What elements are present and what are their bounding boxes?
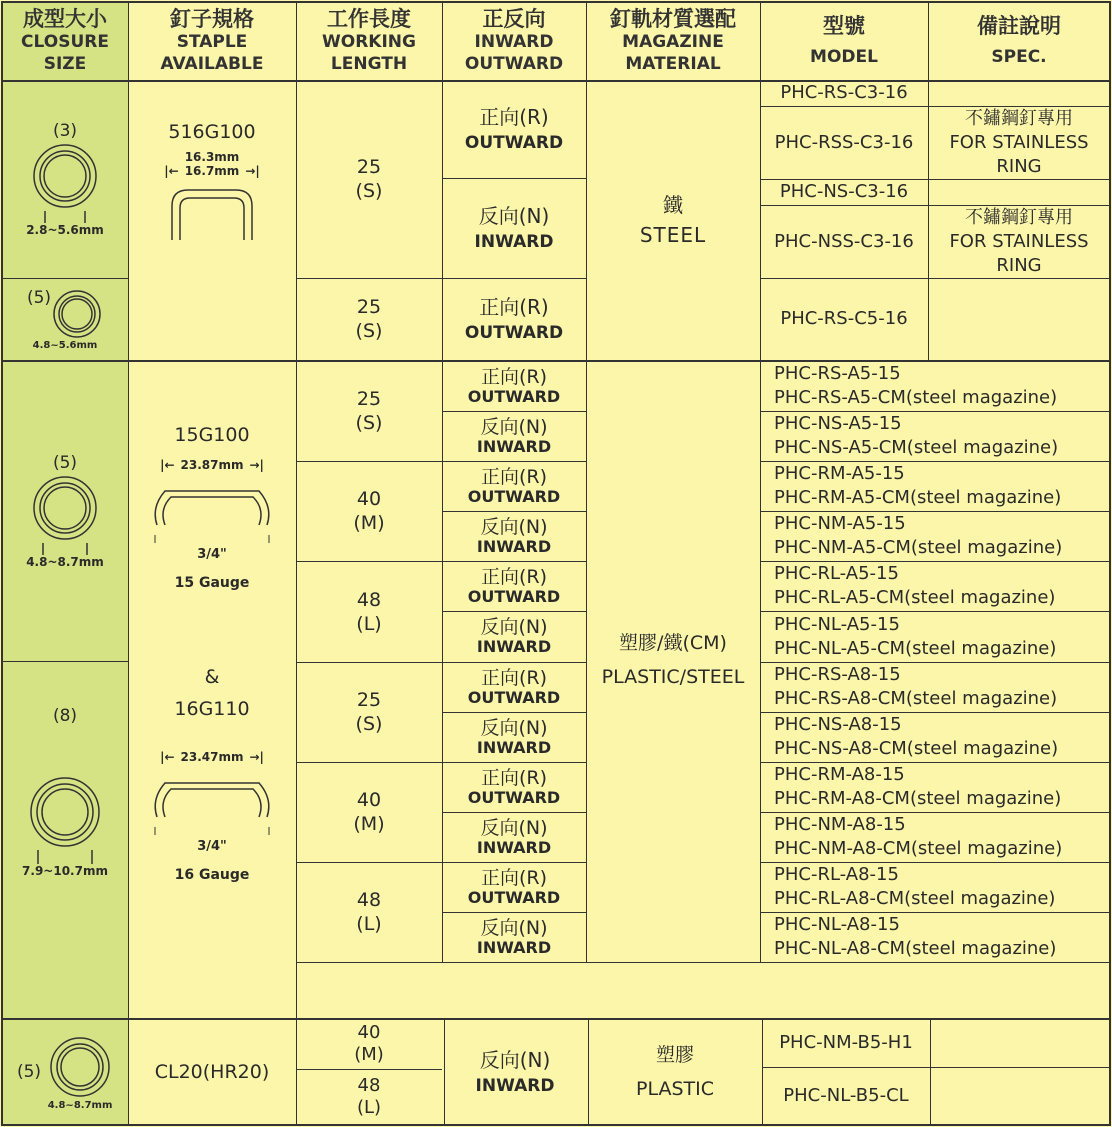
staple-15G100-16G110 <box>128 361 296 1019</box>
grid-line <box>442 611 586 612</box>
dim-arrow-left-icon: |← <box>164 164 179 178</box>
closure-ring-icon <box>51 288 103 340</box>
length-code: (M) <box>353 813 385 835</box>
direction-cn: 反向(N) <box>480 916 548 939</box>
model-cell <box>760 80 928 106</box>
direction-en: INWARD <box>476 536 552 556</box>
grid-line <box>442 561 586 562</box>
grid-line <box>586 1 587 963</box>
closure-range: 4.8~8.7mm <box>26 555 104 569</box>
magazine-en: PLASTIC <box>635 1078 714 1100</box>
dim-arrow-left-icon: |← <box>160 750 175 764</box>
model-name-cm: PHC-NS-A5-CM(steel magazine) <box>774 437 1059 458</box>
closure-cell-5b <box>2 361 128 661</box>
model-cell <box>760 561 1110 611</box>
staple-gauge: 15 Gauge <box>174 575 250 591</box>
model-name-cm: PHC-RM-A5-CM(steel magazine) <box>774 487 1062 508</box>
length-value: 25 <box>356 689 382 711</box>
model-name-cm: PHC-NS-A8-CM(steel magazine) <box>774 738 1059 759</box>
length-value: 40 <box>356 488 382 510</box>
direction-header-en2: OUTWARD <box>464 54 564 74</box>
grid-line <box>1 360 1111 362</box>
table-border <box>1109 1 1111 1126</box>
direction-cn: 反向(N) <box>480 716 548 739</box>
model-cell <box>760 762 1110 812</box>
direction-cell <box>442 912 586 962</box>
model-name-cm: PHC-RS-A5-CM(steel magazine) <box>774 387 1058 408</box>
model-name: PHC-RM-A5-15 <box>774 463 905 484</box>
spec-en2: RING <box>996 254 1042 276</box>
closure-header-cn: 成型大小 <box>23 7 107 31</box>
grid-line <box>760 205 1110 206</box>
length-code: (S) <box>355 412 383 434</box>
grid-line <box>1 80 1111 82</box>
dim-arrow-right-icon: →| <box>249 458 264 472</box>
staple-name: 516G100 <box>168 121 256 143</box>
staple-header-cn: 釘子規格 <box>170 7 254 31</box>
direction-cell <box>442 80 586 178</box>
direction-en: INWARD <box>476 436 552 456</box>
model-name-cm: PHC-RL-A8-CM(steel magazine) <box>774 888 1056 909</box>
grid-line <box>762 1019 763 1125</box>
length-value: 40 <box>357 1022 381 1043</box>
model-name: PHC-RL-A5-15 <box>774 563 899 584</box>
model-name: PHC-RS-A8-15 <box>774 664 901 685</box>
direction-en: OUTWARD <box>467 787 561 807</box>
grid-line <box>760 662 1110 663</box>
direction-cell <box>442 178 586 278</box>
direction-cell <box>442 662 586 712</box>
grid-line <box>760 106 1110 107</box>
direction-cn: 正向(R) <box>480 866 548 889</box>
model-name-cm: PHC-RM-A8-CM(steel magazine) <box>774 788 1062 809</box>
working-header-en2: LENGTH <box>330 54 408 74</box>
model-cell <box>760 912 1110 962</box>
direction-en: OUTWARD <box>467 486 561 506</box>
direction-header-en1: INWARD <box>474 32 554 52</box>
staple-shape-icon <box>147 477 277 543</box>
grid-line <box>588 1019 589 1125</box>
grid-line <box>760 611 1110 612</box>
model-header-cn: 型號 <box>823 14 865 38</box>
staple-dim: 23.47mm <box>180 750 244 764</box>
direction-cn: 反向(N) <box>478 203 550 228</box>
model-name: PHC-NS-A8-15 <box>774 714 902 735</box>
direction-cn: 正向(R) <box>480 565 548 588</box>
closure-range: 4.8~8.7mm <box>47 1099 113 1111</box>
spec-cell <box>928 106 1110 179</box>
length-cell <box>296 561 442 662</box>
closure-number: (5) <box>26 287 52 308</box>
dim-arrow-right-icon: →| <box>245 164 260 178</box>
dimension-mark-icon <box>35 211 95 223</box>
grid-line <box>928 1 929 361</box>
direction-cn: 反向(N) <box>480 415 548 438</box>
grid-line <box>760 179 1110 180</box>
length-value: 48 <box>356 889 382 911</box>
table-border <box>1 1 1111 3</box>
closure-cell-5a <box>2 278 128 360</box>
spec-header <box>928 2 1110 80</box>
direction-cell <box>442 411 586 461</box>
closure-number: (5) <box>16 1062 42 1082</box>
length-cell <box>296 862 442 962</box>
grid-line <box>442 1 443 963</box>
grid-line <box>442 411 586 412</box>
direction-cell <box>442 812 586 862</box>
model-name: PHC-RS-C3-16 <box>780 82 908 103</box>
length-code: (S) <box>355 180 383 202</box>
grid-line <box>442 178 586 179</box>
staple-name: CL20(HR20) <box>154 1061 270 1083</box>
dim-arrow-right-icon: →| <box>249 750 264 764</box>
direction-cn: 正向(R) <box>479 104 549 129</box>
model-name: PHC-RL-A8-15 <box>774 864 899 885</box>
length-code: (L) <box>356 913 382 935</box>
grid-line <box>442 812 586 813</box>
model-cell <box>760 411 1110 461</box>
closure-header <box>2 2 128 80</box>
closure-range: 2.8~5.6mm <box>26 223 104 237</box>
magazine-cn: 塑膠/鐵(CM) <box>619 632 727 654</box>
grid-line <box>760 712 1110 713</box>
model-cell <box>760 712 1110 762</box>
direction-header-cn: 正反向 <box>482 7 546 31</box>
magazine-cn: 鐵 <box>663 193 683 217</box>
length-cell <box>296 1069 442 1125</box>
model-cell <box>760 106 928 179</box>
model-name: PHC-NL-A8-15 <box>774 914 900 935</box>
closure-cell-5c <box>2 1019 128 1125</box>
length-value: 25 <box>356 388 382 410</box>
grid-line <box>296 762 442 763</box>
closure-ring-icon <box>30 473 100 543</box>
direction-cell <box>442 278 586 360</box>
grid-line <box>760 561 1110 562</box>
model-name: PHC-NL-B5-CL <box>783 1085 909 1106</box>
staple-header-en2: AVAILABLE <box>160 54 264 74</box>
model-name: PHC-NSS-C3-16 <box>774 230 914 252</box>
magazine-plastic-steel <box>586 361 760 962</box>
spec-cn: 不鏽鋼釘專用 <box>965 206 1073 228</box>
direction-cn: 正向(R) <box>480 666 548 689</box>
model-name: PHC-NM-A5-15 <box>774 513 906 534</box>
length-cell <box>296 80 442 278</box>
model-cell <box>760 812 1110 862</box>
grid-line <box>296 1 297 1126</box>
dim-arrow-left-icon: |← <box>160 458 175 472</box>
magazine-header-en1: MAGAZINE <box>622 32 724 52</box>
grid-line <box>442 662 586 663</box>
direction-cn: 正向(R) <box>479 294 549 319</box>
direction-en: INWARD <box>476 837 552 857</box>
direction-cell <box>442 762 586 812</box>
model-cell <box>760 611 1110 662</box>
model-header-en: MODEL <box>810 47 878 67</box>
staple-size: 3/4" <box>197 547 227 562</box>
working-header-en1: WORKING <box>322 32 416 52</box>
closure-cell-3 <box>2 80 128 278</box>
length-value: 48 <box>356 588 382 611</box>
model-cell <box>760 511 1110 561</box>
grid-line <box>442 912 586 913</box>
length-cell <box>296 361 442 461</box>
model-name-cm: PHC-NM-A5-CM(steel magazine) <box>774 537 1063 558</box>
model-name: PHC-NS-C3-16 <box>779 181 909 202</box>
model-cell <box>760 205 928 278</box>
grid-line <box>296 1069 442 1070</box>
staple-shape-icon <box>147 769 277 835</box>
grid-line <box>296 278 586 279</box>
direction-cn: 反向(N) <box>479 1047 551 1072</box>
length-cell <box>296 278 442 360</box>
grid-line <box>128 1 129 1126</box>
dimension-mark-icon <box>35 543 95 555</box>
direction-cell <box>442 461 586 511</box>
magazine-steel <box>586 80 760 360</box>
model-name: PHC-RS-A5-15 <box>774 363 901 384</box>
grid-line <box>760 812 1110 813</box>
length-value: 25 <box>356 296 382 318</box>
direction-cell <box>442 361 586 411</box>
length-cell <box>296 461 442 561</box>
direction-en: INWARD <box>474 231 554 252</box>
grid-line <box>296 461 442 462</box>
direction-cn: 反向(N) <box>480 515 548 538</box>
model-header <box>760 2 928 80</box>
direction-cn: 反向(N) <box>480 816 548 839</box>
staple-shape-icon <box>152 178 272 248</box>
grid-line <box>296 862 442 863</box>
model-name: PHC-RM-A8-15 <box>774 764 905 785</box>
closure-ring-icon <box>27 774 103 850</box>
length-cell <box>296 762 442 862</box>
direction-cell <box>442 511 586 561</box>
grid-line <box>444 1019 445 1125</box>
grid-line <box>760 1 761 963</box>
closure-ring-icon <box>47 1034 113 1100</box>
model-cell <box>760 662 1110 712</box>
model-name-cm: PHC-NL-A5-CM(steel magazine) <box>774 637 1057 659</box>
length-code: (M) <box>354 1044 384 1065</box>
direction-en: INWARD <box>476 737 552 757</box>
direction-header <box>442 2 586 80</box>
direction-en: OUTWARD <box>467 687 561 707</box>
length-code: (L) <box>356 1097 382 1118</box>
direction-cell <box>442 561 586 611</box>
model-name: PHC-NM-B5-H1 <box>779 1032 913 1053</box>
dimension-mark-icon <box>30 850 100 864</box>
spec-header-en: SPEC. <box>991 47 1047 67</box>
model-name-cm: PHC-RS-A8-CM(steel magazine) <box>774 688 1058 709</box>
model-cell <box>760 278 928 360</box>
direction-cn: 正向(R) <box>480 365 548 388</box>
closure-cell-8 <box>2 662 128 1018</box>
length-code: (S) <box>355 320 383 342</box>
model-name: PHC-RSS-C3-16 <box>774 131 914 153</box>
grid-line <box>442 712 586 713</box>
model-cell <box>760 361 1110 411</box>
closure-header-en1: CLOSURE <box>21 32 109 52</box>
closure-range: 7.9~10.7mm <box>22 864 108 878</box>
grid-line <box>442 461 586 462</box>
direction-cell <box>442 611 586 662</box>
spec-cell <box>928 205 1110 278</box>
direction-cn: 正向(R) <box>480 766 548 789</box>
direction-en: INWARD <box>476 937 552 957</box>
closure-range: 4.8~5.6mm <box>32 339 98 351</box>
magazine-plastic <box>588 1019 762 1125</box>
closure-number: (8) <box>52 706 78 726</box>
length-cell <box>296 662 442 762</box>
direction-cn: 正向(R) <box>480 465 548 488</box>
direction-en: INWARD <box>475 1075 555 1096</box>
table-border <box>1 1124 1111 1126</box>
model-name: PHC-RS-C5-16 <box>780 308 908 329</box>
grid-line <box>760 461 1110 462</box>
closure-header-en2: SIZE <box>43 54 87 74</box>
grid-line <box>760 912 1110 913</box>
model-cell <box>760 179 928 205</box>
direction-en: OUTWARD <box>467 386 561 406</box>
grid-line <box>1 278 128 279</box>
ampersand: & <box>204 666 220 688</box>
model-name-cm: PHC-NL-A8-CM(steel magazine) <box>774 938 1057 959</box>
grid-line <box>296 561 442 562</box>
direction-en: OUTWARD <box>464 132 564 153</box>
staple-516G100 <box>128 80 296 280</box>
closure-number: (5) <box>52 453 78 473</box>
staple-header <box>128 2 296 80</box>
staple-name: 15G100 <box>174 424 250 446</box>
grid-line <box>1 661 128 662</box>
spec-header-cn: 備註說明 <box>977 14 1061 38</box>
magazine-en: STEEL <box>639 223 707 247</box>
closure-ring-icon <box>30 141 100 211</box>
staple-gauge: 16 Gauge <box>174 867 250 883</box>
direction-en: INWARD <box>476 637 552 656</box>
grid-line <box>760 862 1110 863</box>
staple-size: 3/4" <box>197 839 227 854</box>
grid-line <box>442 862 586 863</box>
magazine-header-cn: 釘軌材質選配 <box>610 7 736 31</box>
grid-line <box>760 411 1110 412</box>
model-name-cm: PHC-RL-A5-CM(steel magazine) <box>774 587 1056 608</box>
direction-en: OUTWARD <box>464 322 564 343</box>
grid-line <box>442 511 586 512</box>
length-value: 48 <box>357 1075 381 1096</box>
length-code: (S) <box>355 713 383 735</box>
spec-en1: FOR STAINLESS <box>949 230 1089 252</box>
table-border <box>1 1 3 1126</box>
staple-CL20 <box>128 1019 296 1125</box>
staple-name: 16G110 <box>174 698 250 720</box>
length-value: 40 <box>356 789 382 811</box>
length-code: (L) <box>356 612 382 635</box>
model-name: PHC-NL-A5-15 <box>774 613 900 635</box>
direction-en: OUTWARD <box>467 586 561 606</box>
closure-number: (3) <box>52 121 78 141</box>
model-name-cm: PHC-NM-A8-CM(steel magazine) <box>774 838 1063 859</box>
magazine-en: PLASTIC/STEEL <box>601 666 745 688</box>
length-value: 25 <box>356 156 382 178</box>
staple-dim: 23.87mm <box>180 458 244 472</box>
direction-en: OUTWARD <box>467 887 561 907</box>
spec-cn: 不鏽鋼釘專用 <box>965 107 1073 129</box>
grid-line <box>296 662 442 663</box>
staple-header-en1: STAPLE <box>176 32 248 52</box>
magazine-cn: 塑膠 <box>655 1044 694 1066</box>
grid-line <box>1 1018 1111 1020</box>
working-header-cn: 工作長度 <box>327 7 411 31</box>
direction-cell <box>442 712 586 762</box>
grid-line <box>296 962 1110 963</box>
grid-line <box>760 762 1110 763</box>
length-cell <box>296 1019 442 1069</box>
grid-line <box>762 1067 1110 1068</box>
magazine-header-en2: MATERIAL <box>625 54 721 74</box>
spec-en1: FOR STAINLESS <box>949 131 1089 153</box>
magazine-header <box>586 2 760 80</box>
grid-line <box>760 278 1110 279</box>
direction-cell <box>442 1019 588 1125</box>
spec-en2: RING <box>996 155 1042 177</box>
model-cell <box>760 461 1110 511</box>
model-name: PHC-NM-A8-15 <box>774 814 906 835</box>
model-name: PHC-NS-A5-15 <box>774 413 902 434</box>
direction-cn: 反向(N) <box>480 616 548 638</box>
direction-cell <box>442 862 586 912</box>
grid-line <box>930 1019 931 1125</box>
length-code: (M) <box>353 512 385 534</box>
model-cell <box>762 1067 930 1125</box>
staple-dim2: 16.7mm <box>184 164 240 178</box>
model-cell <box>760 862 1110 912</box>
model-cell <box>762 1019 930 1067</box>
working-header <box>296 2 442 80</box>
staple-dim1: 16.3mm <box>184 150 240 164</box>
grid-line <box>442 762 586 763</box>
grid-line <box>760 511 1110 512</box>
